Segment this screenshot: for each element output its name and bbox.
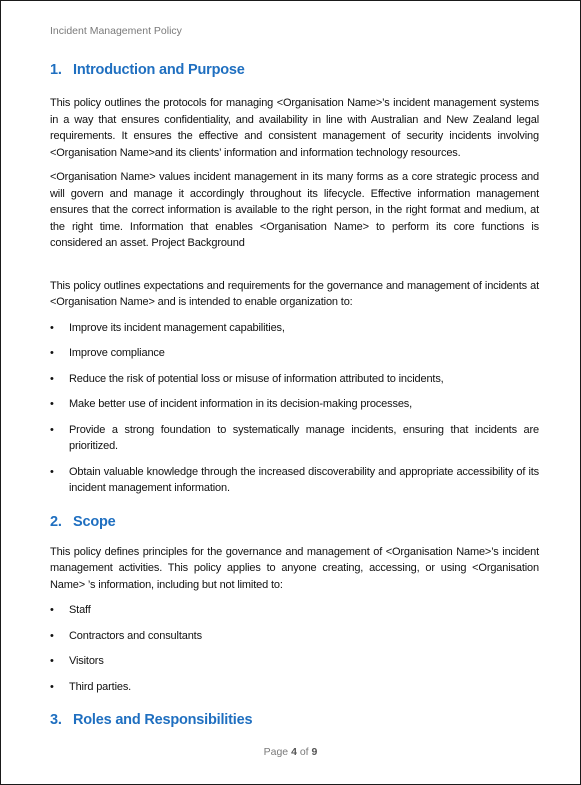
paragraph: <Organisation Name> values incident management in its many forms as a core strategic process and will govern and manage it accordingly throughout its lifecycle. Effective information management ensures that the correct information is available to the right person, in the right format and medium, at the right time. Information that enables <Organisation Name> to perform its core functions is considered an asset. Project Background <box>50 171 539 249</box>
paragraph: This policy outlines expectations and requirements for the governance and management of incidents at <Organisation Name> and is intended to enable organization to: <box>50 279 539 308</box>
section-title: Scope <box>73 513 116 530</box>
page-label: Page <box>263 746 289 758</box>
bullet-glyph: • <box>50 423 54 436</box>
section-title: Roles and Responsibilities <box>73 712 253 728</box>
list-item-text: Reduce the risk of potential loss or misuse of information attributed to incidents, <box>69 372 444 385</box>
section-heading-roles <box>50 712 539 728</box>
bullet-list-scope <box>50 602 539 695</box>
list-item <box>50 653 539 670</box>
list-item <box>50 602 539 619</box>
bullet-glyph: • <box>50 629 54 642</box>
list-item-text: Improve compliance <box>69 347 165 359</box>
section-number: 1. <box>50 62 62 78</box>
list-item-text: Third parties. <box>69 680 132 693</box>
list-item <box>50 679 539 696</box>
list-item <box>50 396 539 413</box>
bullet-glyph: • <box>50 680 54 693</box>
total-page-count: 9 <box>311 746 318 758</box>
list-item-text: Make better use of incident information in its decision-making processes, <box>69 398 413 410</box>
bullet-glyph: • <box>50 321 54 334</box>
list-item-text: Provide a strong foundation to systematically manage incidents, ensuring that incidents are prioritized. <box>69 423 539 452</box>
section-number: 3. <box>50 712 62 728</box>
list-item <box>50 628 539 645</box>
bullet-glyph: • <box>50 372 54 385</box>
current-page-number: 4 <box>291 746 297 758</box>
bullet-glyph: • <box>50 347 54 359</box>
section-heading-scope <box>50 514 539 530</box>
section-title: Introduction and Purpose <box>73 62 245 78</box>
list-item-text: Improve its incident management capabilities, <box>69 321 285 334</box>
list-item <box>50 422 539 455</box>
running-header: Incident Management Policy <box>50 25 182 37</box>
bullet-glyph: • <box>50 398 54 410</box>
list-item <box>50 464 539 497</box>
list-item-text: Visitors <box>69 655 104 667</box>
of-label: of <box>299 746 309 758</box>
list-item <box>50 371 539 388</box>
list-item-text: Obtain valuable knowledge through the increased discoverability and appropriate accessibility of its incident management information. <box>69 465 539 494</box>
paragraph: This policy outlines the protocols for managing <Organisation Name>’s incident management systems in a way that ensures confidentiality, and availability in line with Australian and New Zealand legal requirements. It ensures the effective and consistent management of security incidents involving <Organisation Name>and its clients’ information and information technology resources. <box>50 97 539 159</box>
bullet-list-purpose <box>50 320 539 497</box>
list-item <box>50 320 539 337</box>
bullet-glyph: • <box>50 655 54 667</box>
bullet-glyph: • <box>50 604 54 616</box>
section-heading-introduction <box>50 62 539 78</box>
list-item <box>50 345 539 362</box>
paragraph: This policy defines principles for the governance and management of <Organisation Name>’s incident management activities. This policy applies to anyone creating, accessing, or using <Organisation Name> ’s information, including but not limited to: <box>50 545 539 591</box>
list-item-text: Staff <box>69 604 91 616</box>
page-content <box>50 58 539 728</box>
page-number-footer <box>1 746 580 758</box>
list-item-text: Contractors and consultants <box>69 629 202 642</box>
bullet-glyph: • <box>50 465 54 478</box>
section-number: 2. <box>50 513 62 530</box>
